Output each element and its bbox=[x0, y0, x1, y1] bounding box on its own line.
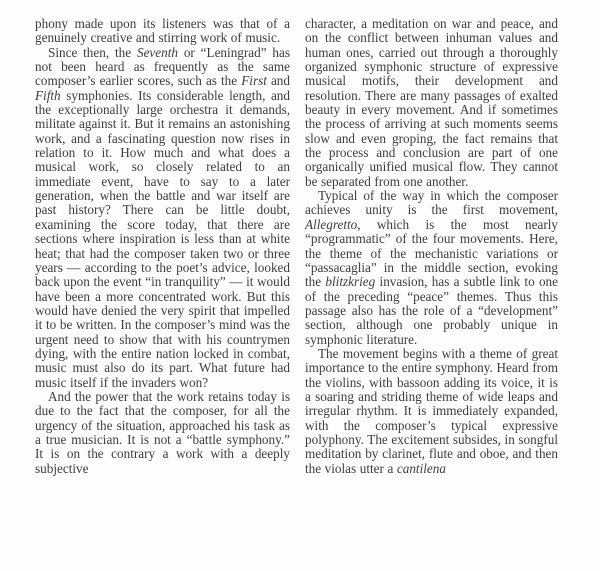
paragraph bbox=[305, 189, 558, 347]
italic-text-run: Allegretto bbox=[305, 216, 358, 232]
text-run: , which is the most nearly “programmatic” of the four movements. Here, the theme of the mechanistic variations or “passacaglia” in the middle section, evoking the bbox=[305, 216, 558, 290]
italic-text-run: blitzkrieg bbox=[325, 274, 376, 290]
text-run: invasion, has a subtle link to one of the preceding “peace” themes. Thus this passage also has the role of a “development” section, although one probably unique in symphonic literature. bbox=[305, 274, 558, 347]
text-run: symphonies. Its considerable length, and the exceptionally large orchestra it demands, militate against it. But it remains an astonishing work, and a fascinating question now rises in relation to it. How much and what does a musical work, so closely related to an immediate event, have to say to a later generation, when the battle and war itself are past history? There can be little doubt, examining the score today, that there are sections where inspiration is less than at white heat; that had the composer taken two or three years — according to the poet’s advice, looked back upon the event “in tranquility” — it would have been a more concentrated work. But this would have denied the very spirit that impelled it to be written. In the composer’s mind was the urgent need to show that with his countrymen dying, with the entire nation locked in combat, music must also do its part. What future had music itself if the invaders won? bbox=[35, 87, 290, 390]
text-run: phony made upon its listeners was that of a genuinely creative and stirring work of music. bbox=[35, 16, 290, 46]
text-run: Typical of the way in which the composer achieves unity is the first movement, bbox=[305, 188, 558, 218]
text-run: or “Leningrad” has not been heard as frequently as the same composer’s earlier scores, such as the bbox=[35, 44, 290, 89]
text-run: character, a meditation on war and peace, and on the conflict between inhuman values and human ones, carried out through a thoroughly organized symphonic structure of expressive musical motifs, their development and resolution. There are many passages of exalted beauty in every movement. And if sometimes the process of arriving at such moments seems slow and even groping, the fact remains that the process and conclusion are part of one organically unified musical flow. They cannot be separated from one another. bbox=[305, 16, 558, 189]
paragraph bbox=[35, 46, 290, 390]
italic-text-run: First bbox=[241, 73, 267, 89]
paragraph bbox=[305, 347, 558, 476]
italic-text-run: Seventh bbox=[136, 44, 178, 60]
paragraph bbox=[305, 17, 558, 189]
text-run: The movement begins with a theme of great importance to the entire symphony. Heard from the violins, with bassoon adding its voice, it is a soaring and striding theme of wide leaps and irregular rhythm. It is immediately expanded, with the composer’s typical expressive polyphony. The excitement subsides, in songful meditation by clarinet, flute and oboe, and then the violas utter a bbox=[305, 345, 558, 476]
italic-text-run: Fifth bbox=[35, 87, 61, 103]
paragraph bbox=[35, 17, 290, 46]
left-column bbox=[35, 17, 290, 571]
text-run: Since then, the bbox=[48, 44, 137, 60]
text-run: And the power that the work retains today is due to the fact that the composer, for all the urgency of the situation, approached his task as a true musician. It is not a “battle symphony.” It is on the contrary a work with a deeply subjective bbox=[35, 388, 290, 476]
right-column bbox=[305, 17, 558, 571]
text-run: and bbox=[266, 73, 290, 89]
italic-text-run: cantilena bbox=[396, 460, 446, 476]
paragraph bbox=[35, 390, 290, 476]
